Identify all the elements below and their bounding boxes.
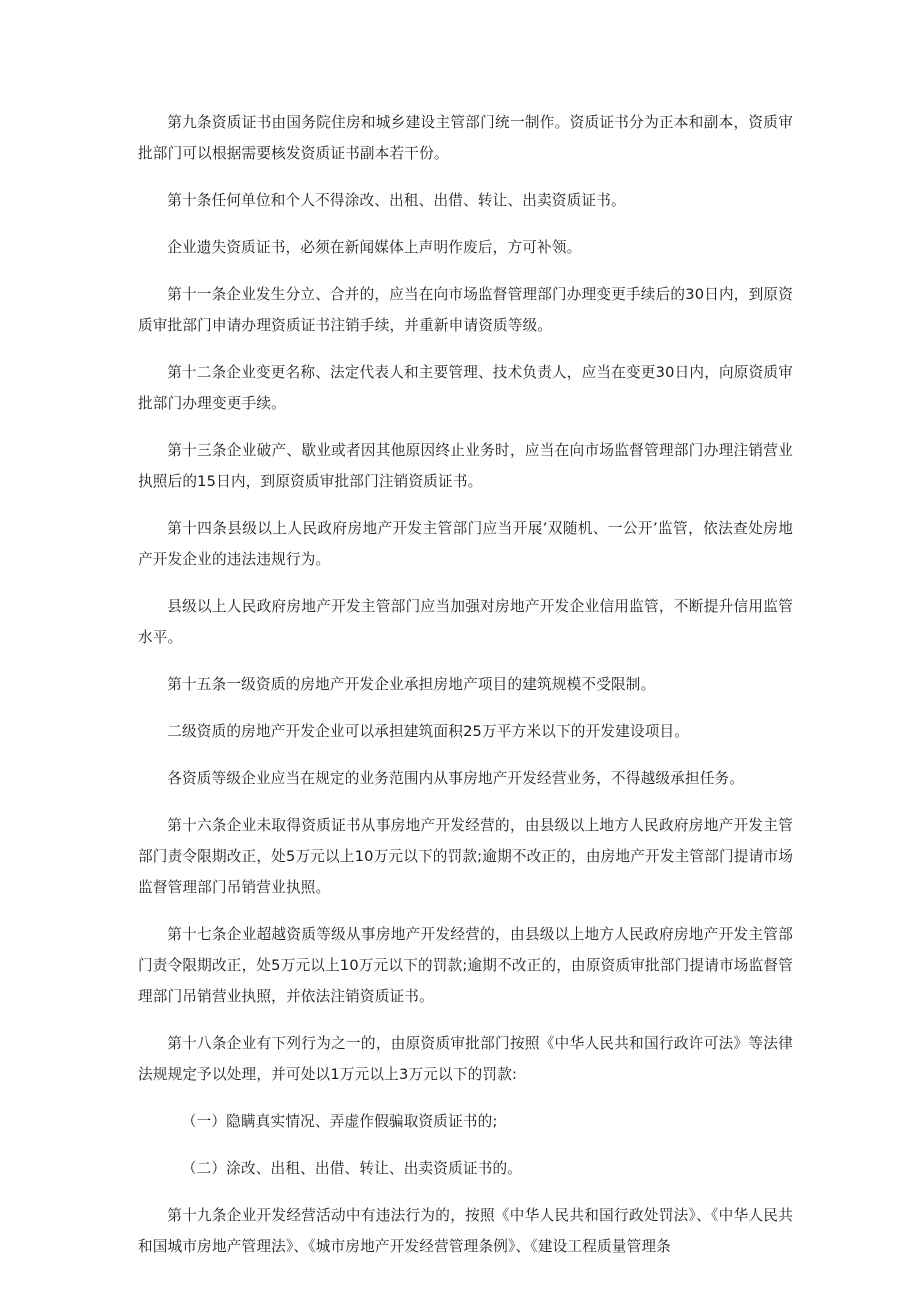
- article-17: 第十七条企业超越资质等级从事房地产开发经营的，由县级以上地方人民政府房地产开发主管部门责令限期改正，处5万元以上10万元以下的罚款;逾期不改正的，由原资质审批部门提请市场监督管理部门吊销营业执照，并依法注销资质证书。: [138, 926, 793, 1005]
- article-10: 第十条任何单位和个人不得涂改、出租、出借、转让、出卖资质证书。: [167, 192, 626, 209]
- article-15-clause-2: 二级资质的房地产开发企业可以承担建筑面积25万平方米以下的开发建设项目。: [167, 723, 690, 740]
- article-10-clause-2: 企业遗失资质证书，必须在新闻媒体上声明作废后，方可补领。: [167, 239, 582, 256]
- document-body: [138, 107, 793, 1278]
- article-18: 第十八条企业有下列行为之一的，由原资质审批部门按照《中华人民共和国行政许可法》等法律法规规定予以处理，并可处以1万元以上3万元以下的罚款:: [138, 1035, 793, 1083]
- article-18-item-2: （二）涂改、出租、出借、转让、出卖资质证书的。: [181, 1160, 523, 1177]
- article-14: 第十四条县级以上人民政府房地产开发主管部门应当开展’双随机、一公开’监管，依法查处房地产开发企业的违法违规行为。: [138, 520, 793, 568]
- article-9: 第九条资质证书由国务院住房和城乡建设主管部门统一制作。资质证书分为正本和副本，资质审批部门可以根据需要核发资质证书副本若干份。: [138, 114, 793, 162]
- article-15: 第十五条一级资质的房地产开发企业承担房地产项目的建筑规模不受限制。: [167, 676, 656, 693]
- article-11: 第十一条企业发生分立、合并的，应当在向市场监督管理部门办理变更手续后的30日内，到原资质审批部门申请办理资质证书注销手续，并重新申请资质等级。: [138, 286, 793, 334]
- article-19: 第十九条企业开发经营活动中有违法行为的，按照《中华人民共和国行政处罚法》、《中华人民共和国城市房地产管理法》、《城市房地产开发经营管理条例》、《建设工程质量管理条: [138, 1207, 793, 1255]
- article-12: 第十二条企业变更名称、法定代表人和主要管理、技术负责人，应当在变更30日内，向原资质审批部门办理变更手续。: [138, 364, 793, 412]
- article-13: 第十三条企业破产、歇业或者因其他原因终止业务时，应当在向市场监督管理部门办理注销营业执照后的15日内，到原资质审批部门注销资质证书。: [138, 442, 793, 490]
- article-18-item-1: （一）隐瞒真实情况、弄虚作假骗取资质证书的;: [181, 1113, 498, 1130]
- article-14-clause-2: 县级以上人民政府房地产开发主管部门应当加强对房地产开发企业信用监管，不断提升信用监管水平。: [138, 598, 793, 646]
- article-16: 第十六条企业未取得资质证书从事房地产开发经营的，由县级以上地方人民政府房地产开发主管部门责令限期改正，处5万元以上10万元以下的罚款;逾期不改正的，由房地产开发主管部门提请市场监督管理部门吊销营业执照。: [138, 817, 793, 896]
- article-15-clause-3: 各资质等级企业应当在规定的业务范围内从事房地产开发经营业务，不得越级承担任务。: [167, 770, 745, 787]
